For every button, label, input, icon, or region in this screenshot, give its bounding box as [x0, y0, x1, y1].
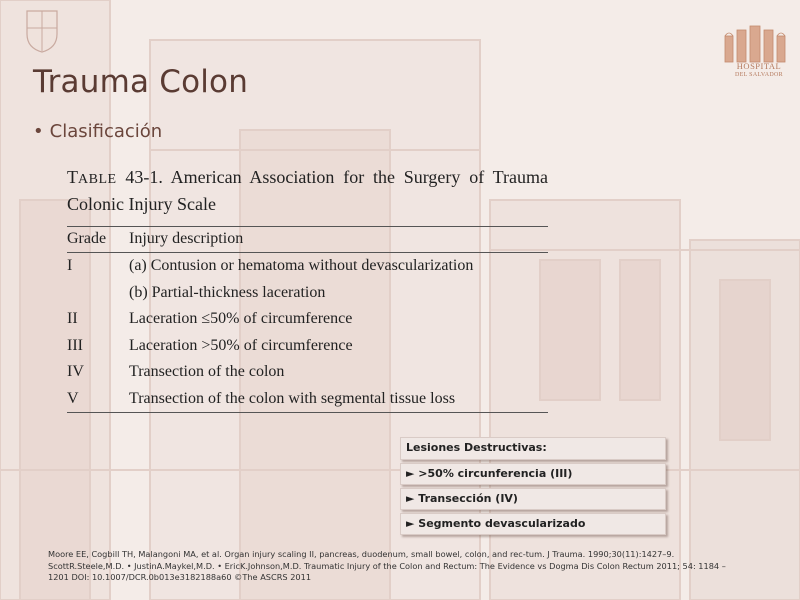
reference-line: ScottR.Steele,M.D. • JustinA.Maykel,M.D. • EricK.Johnson,M.D. Traumatic Injury of the Colon and Rectum: The Evidence vs Dogma Dis Colon Rectum 2011; 54: 1184 – [48, 560, 726, 571]
table-row [67, 306, 548, 333]
lesiones-item: ► Transección (IV) [400, 488, 666, 510]
table-caption [67, 165, 548, 216]
slide-title: Trauma Colon [33, 64, 249, 100]
header-grade: Grade [67, 227, 129, 253]
table-row [67, 280, 548, 307]
bullet-clasificacion [33, 121, 162, 142]
lesiones-heading: Lesiones Destructivas: [400, 437, 666, 460]
grade-cell: IV [67, 363, 84, 381]
hospital-logo-text [727, 62, 791, 80]
logo-line-hospital: HOSPITAL [736, 61, 782, 71]
description-cell: (a) Contusion or hematoma without devascularization [129, 257, 474, 275]
grade-cell: V [67, 386, 129, 413]
reference-line: Moore EE, Cogbill TH, Malangoni MA, et al. Organ injury scaling II, pancreas, duodenum, small bowel, colon, and rec-tum. J Trauma. 1990;30(11):1427–9. [48, 549, 675, 559]
description-cell: Transection of the colon with segmental tissue loss [129, 386, 548, 413]
caption-rest: 43-1. American Association for the Surgery of Trauma Colonic Injury Scale [67, 167, 549, 214]
caption-first-letter: T [67, 167, 78, 187]
table-row [67, 386, 548, 413]
description-cell: Transection of the colon [129, 363, 285, 381]
table-row [67, 359, 548, 386]
grade-cell [67, 280, 129, 307]
injury-scale-table-figure [67, 165, 548, 413]
grade-cell: II [67, 310, 78, 328]
table-row [67, 253, 548, 280]
grade-cell: I [67, 257, 73, 275]
reference-line: 1201 DOI: 10.1007/DCR.0b013e3182188a60 ©The ASCRS 2011 [48, 572, 312, 582]
lesiones-item: ► >50% circunferencia (III) [400, 463, 666, 485]
logo-line-del-salvador: DEL SALVADOR [735, 72, 783, 78]
caption-small-caps: ABLE [78, 172, 117, 187]
description-cell: (b) Partial-thickness laceration [129, 283, 326, 301]
table-row [67, 333, 548, 360]
lesiones-item: ► Segmento devascularizado [400, 513, 666, 535]
references [48, 549, 753, 584]
injury-scale-table [67, 226, 548, 413]
header-injury-description: Injury description [129, 227, 548, 253]
description-cell: Laceration >50% of circumference [129, 336, 353, 354]
bullet-label: Clasificación [49, 121, 163, 142]
table-header-row [67, 227, 548, 253]
lesiones-destructivas-box [400, 437, 666, 538]
crest-icon [24, 8, 60, 54]
description-cell: Laceration ≤50% of circumference [129, 310, 353, 328]
grade-cell: III [67, 336, 83, 354]
bullet-dot-icon: • [33, 121, 44, 142]
